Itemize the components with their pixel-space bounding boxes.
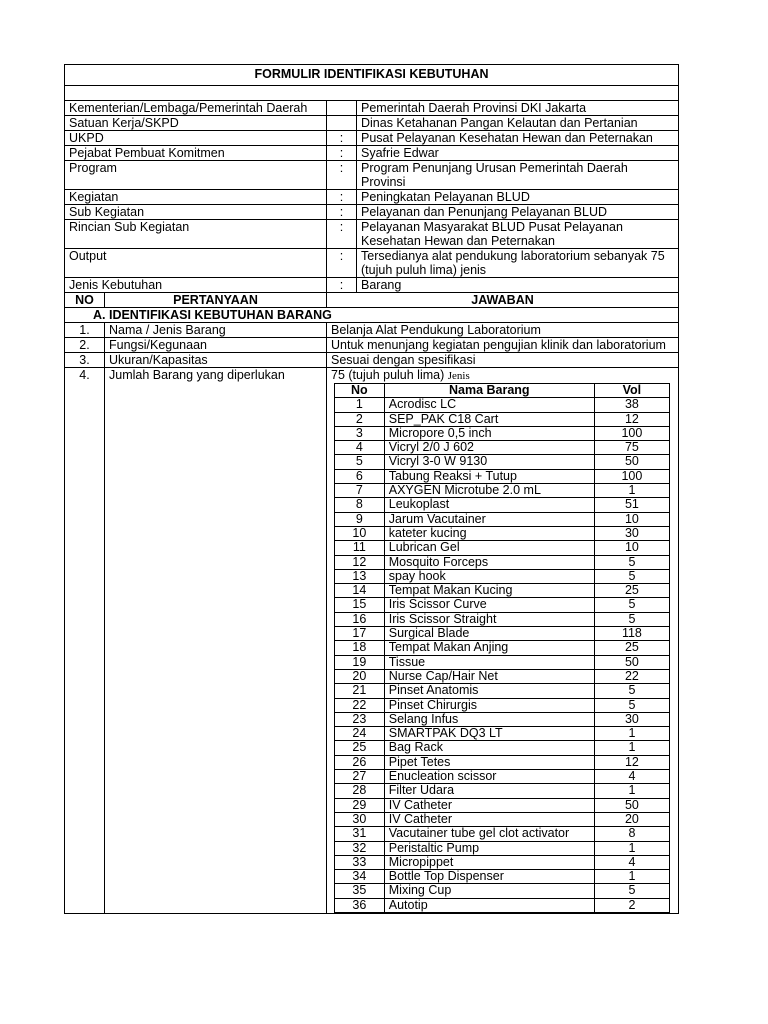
item-row: [335, 870, 670, 884]
answer-text: Belanja Alat Pendukung Laboratorium: [327, 323, 679, 338]
item-no: 29: [335, 798, 385, 812]
item-vol: 4: [594, 770, 669, 784]
item-no: 11: [335, 541, 385, 555]
item-vol: 30: [594, 526, 669, 540]
header-separator: :: [327, 220, 357, 249]
item-vol: 25: [594, 584, 669, 598]
item-no: 35: [335, 884, 385, 898]
item-row: [335, 584, 670, 598]
item-name: Surgical Blade: [384, 627, 594, 641]
item-name: Tabung Reaksi + Tutup: [384, 469, 594, 483]
item-vol: 75: [594, 441, 669, 455]
item-row: [335, 512, 670, 526]
item-name: Acrodisc LC: [384, 398, 594, 412]
item-no: 1: [335, 398, 385, 412]
item-vol: 10: [594, 541, 669, 555]
item-no: 14: [335, 584, 385, 598]
item-vol: 50: [594, 655, 669, 669]
item-vol: 4: [594, 855, 669, 869]
item-no: 16: [335, 612, 385, 626]
item-row: [335, 755, 670, 769]
question-text: Nama / Jenis Barang: [105, 323, 327, 338]
item-row: [335, 555, 670, 569]
item-row: [335, 741, 670, 755]
item-no: 7: [335, 484, 385, 498]
item-row: [335, 898, 670, 912]
item-row: [335, 598, 670, 612]
item-name: Nurse Cap/Hair Net: [384, 669, 594, 683]
item-vol: 1: [594, 841, 669, 855]
column-no: NO: [65, 293, 105, 308]
item-no: 2: [335, 412, 385, 426]
item-row: [335, 812, 670, 826]
item-name: Vicryl 3-0 W 9130: [384, 455, 594, 469]
item-no: 4: [335, 441, 385, 455]
item-vol: 22: [594, 669, 669, 683]
item-no: 9: [335, 512, 385, 526]
header-value: Dinas Ketahanan Pangan Kelautan dan Pertanian: [357, 116, 679, 131]
item-vol: 50: [594, 455, 669, 469]
item-row: [335, 469, 670, 483]
item-no: 21: [335, 684, 385, 698]
header-label: Kementerian/Lembaga/Pemerintah Daerah: [65, 101, 327, 116]
header-value: Pelayanan Masyarakat BLUD Pusat Pelayanan Kesehatan Hewan dan Peternakan: [357, 220, 679, 249]
item-name: SMARTPAK DQ3 LT: [384, 727, 594, 741]
item-vol: 1: [594, 870, 669, 884]
item-name: Peristaltic Pump: [384, 841, 594, 855]
section-heading: A. IDENTIFIKASI KEBUTUHAN BARANG: [65, 308, 679, 323]
header-separator: :: [327, 161, 357, 190]
item-name: Lubrican Gel: [384, 541, 594, 555]
item-name: Micropore 0,5 inch: [384, 426, 594, 440]
header-value: Tersedianya alat pendukung laboratorium sebanyak 75 (tujuh puluh lima) jenis: [357, 249, 679, 278]
header-label: Jenis Kebutuhan: [65, 278, 327, 293]
item-vol: 5: [594, 598, 669, 612]
item-row: [335, 841, 670, 855]
item-name: kateter kucing: [384, 526, 594, 540]
header-separator: :: [327, 131, 357, 146]
item-row: [335, 526, 670, 540]
item-name: Bottle Top Dispenser: [384, 870, 594, 884]
header-row: [65, 278, 679, 293]
item-vol: 100: [594, 469, 669, 483]
form-table: [64, 64, 679, 914]
item-name: SEP_PAK C18 Cart: [384, 412, 594, 426]
question-text: Fungsi/Kegunaan: [105, 338, 327, 353]
header-separator: :: [327, 190, 357, 205]
header-separator: [327, 116, 357, 131]
item-name: Jarum Vacutainer: [384, 512, 594, 526]
header-row: [65, 161, 679, 190]
question-row: [65, 353, 679, 368]
item-no: 33: [335, 855, 385, 869]
item-name: Selang Infus: [384, 712, 594, 726]
item-row: [335, 455, 670, 469]
header-value: Pelayanan dan Penunjang Pelayanan BLUD: [357, 205, 679, 220]
item-row: [335, 426, 670, 440]
question-row: [65, 323, 679, 338]
item-row: [335, 484, 670, 498]
items-header-vol: Vol: [594, 384, 669, 398]
item-row: [335, 441, 670, 455]
item-no: 6: [335, 469, 385, 483]
item-name: Mixing Cup: [384, 884, 594, 898]
item-vol: 38: [594, 398, 669, 412]
item-no: 24: [335, 727, 385, 741]
item-no: 22: [335, 698, 385, 712]
item-vol: 5: [594, 555, 669, 569]
item-vol: 12: [594, 755, 669, 769]
item-row: [335, 412, 670, 426]
item-name: Autotip: [384, 898, 594, 912]
item-name: Bag Rack: [384, 741, 594, 755]
form-page: [64, 64, 678, 914]
answer-text: Untuk menunjang kegiatan pengujian klinik dan laboratorium: [327, 338, 679, 353]
header-separator: :: [327, 278, 357, 293]
header-value: Program Penunjang Urusan Pemerintah Daerah Provinsi: [357, 161, 679, 190]
item-vol: 25: [594, 641, 669, 655]
question-no: 4.: [65, 368, 105, 914]
item-name: AXYGEN Microtube 2.0 mL: [384, 484, 594, 498]
item-row: [335, 398, 670, 412]
question-row: [65, 338, 679, 353]
item-no: 31: [335, 827, 385, 841]
item-no: 17: [335, 627, 385, 641]
spacer: [65, 86, 679, 101]
item-no: 23: [335, 712, 385, 726]
item-vol: 1: [594, 727, 669, 741]
item-name: Leukoplast: [384, 498, 594, 512]
item-vol: 51: [594, 498, 669, 512]
item-vol: 8: [594, 827, 669, 841]
item-vol: 20: [594, 812, 669, 826]
item-vol: 1: [594, 784, 669, 798]
question-no: 3.: [65, 353, 105, 368]
item-row: [335, 827, 670, 841]
item-no: 5: [335, 455, 385, 469]
item-row: [335, 784, 670, 798]
items-table: [334, 383, 670, 913]
item-no: 15: [335, 598, 385, 612]
item-vol: 2: [594, 898, 669, 912]
item-vol: 10: [594, 512, 669, 526]
item-vol: 5: [594, 612, 669, 626]
item-no: 3: [335, 426, 385, 440]
form-title: FORMULIR IDENTIFIKASI KEBUTUHAN: [65, 65, 679, 86]
item-name: Micropippet: [384, 855, 594, 869]
item-name: Mosquito Forceps: [384, 555, 594, 569]
header-label: Output: [65, 249, 327, 278]
header-label: Satuan Kerja/SKPD: [65, 116, 327, 131]
item-no: 26: [335, 755, 385, 769]
answer-unit: Jenis: [447, 370, 470, 382]
item-vol: 5: [594, 684, 669, 698]
header-value: Pemerintah Daerah Provinsi DKI Jakarta: [357, 101, 679, 116]
items-header-no: No: [335, 384, 385, 398]
header-separator: :: [327, 205, 357, 220]
item-no: 8: [335, 498, 385, 512]
item-no: 19: [335, 655, 385, 669]
header-value: Barang: [357, 278, 679, 293]
item-name: IV Catheter: [384, 798, 594, 812]
item-no: 13: [335, 569, 385, 583]
item-no: 27: [335, 770, 385, 784]
header-row: [65, 249, 679, 278]
item-row: [335, 770, 670, 784]
header-row: [65, 101, 679, 116]
item-no: 28: [335, 784, 385, 798]
item-name: Filter Udara: [384, 784, 594, 798]
item-vol: 30: [594, 712, 669, 726]
item-vol: 100: [594, 426, 669, 440]
items-header-name: Nama Barang: [384, 384, 594, 398]
header-row: [65, 205, 679, 220]
header-value: Peningkatan Pelayanan BLUD: [357, 190, 679, 205]
answer-cell: [327, 368, 679, 914]
item-name: IV Catheter: [384, 812, 594, 826]
item-name: Iris Scissor Curve: [384, 598, 594, 612]
column-header-row: [65, 293, 679, 308]
item-name: Enucleation scissor: [384, 770, 594, 784]
item-row: [335, 727, 670, 741]
question-text: Ukuran/Kapasitas: [105, 353, 327, 368]
item-row: [335, 698, 670, 712]
header-row: [65, 220, 679, 249]
item-name: Iris Scissor Straight: [384, 612, 594, 626]
answer-text: Sesuai dengan spesifikasi: [327, 353, 679, 368]
item-vol: 12: [594, 412, 669, 426]
item-name: Vicryl 2/0 J 602: [384, 441, 594, 455]
header-label: Program: [65, 161, 327, 190]
item-row: [335, 627, 670, 641]
header-row: [65, 116, 679, 131]
header-separator: :: [327, 146, 357, 161]
header-label: Sub Kegiatan: [65, 205, 327, 220]
item-row: [335, 855, 670, 869]
item-vol: 5: [594, 884, 669, 898]
answer-line: [327, 368, 678, 383]
item-row: [335, 884, 670, 898]
item-vol: 5: [594, 569, 669, 583]
item-row: [335, 612, 670, 626]
item-name: Pinset Chirurgis: [384, 698, 594, 712]
item-row: [335, 798, 670, 812]
item-row: [335, 641, 670, 655]
item-row: [335, 712, 670, 726]
column-pertanyaan: PERTANYAAN: [105, 293, 327, 308]
header-label: Pejabat Pembuat Komitmen: [65, 146, 327, 161]
header-separator: [327, 101, 357, 116]
item-no: 18: [335, 641, 385, 655]
item-no: 30: [335, 812, 385, 826]
question-text: Jumlah Barang yang diperlukan: [105, 368, 327, 914]
item-row: [335, 541, 670, 555]
item-vol: 50: [594, 798, 669, 812]
item-no: 34: [335, 870, 385, 884]
item-name: Tempat Makan Kucing: [384, 584, 594, 598]
item-vol: 1: [594, 741, 669, 755]
item-no: 20: [335, 669, 385, 683]
header-label: Rincian Sub Kegiatan: [65, 220, 327, 249]
item-name: Pinset Anatomis: [384, 684, 594, 698]
item-no: 32: [335, 841, 385, 855]
item-no: 25: [335, 741, 385, 755]
header-row: [65, 131, 679, 146]
header-label: UKPD: [65, 131, 327, 146]
header-separator: :: [327, 249, 357, 278]
header-value: Syafrie Edwar: [357, 146, 679, 161]
item-row: [335, 498, 670, 512]
item-name: Tissue: [384, 655, 594, 669]
item-row: [335, 569, 670, 583]
question-no: 2.: [65, 338, 105, 353]
item-row: [335, 655, 670, 669]
item-no: 36: [335, 898, 385, 912]
item-name: Tempat Makan Anjing: [384, 641, 594, 655]
item-name: Vacutainer tube gel clot activator: [384, 827, 594, 841]
question-row: [65, 368, 679, 914]
item-row: [335, 669, 670, 683]
item-name: Pipet Tetes: [384, 755, 594, 769]
item-name: spay hook: [384, 569, 594, 583]
item-row: [335, 684, 670, 698]
header-row: [65, 146, 679, 161]
question-no: 1.: [65, 323, 105, 338]
item-vol: 118: [594, 627, 669, 641]
header-label: Kegiatan: [65, 190, 327, 205]
column-jawaban: JAWABAN: [327, 293, 679, 308]
item-vol: 1: [594, 484, 669, 498]
answer-text: 75 (tujuh puluh lima): [331, 368, 445, 382]
item-no: 12: [335, 555, 385, 569]
item-vol: 5: [594, 698, 669, 712]
header-value: Pusat Pelayanan Kesehatan Hewan dan Peternakan: [357, 131, 679, 146]
item-no: 10: [335, 526, 385, 540]
header-row: [65, 190, 679, 205]
